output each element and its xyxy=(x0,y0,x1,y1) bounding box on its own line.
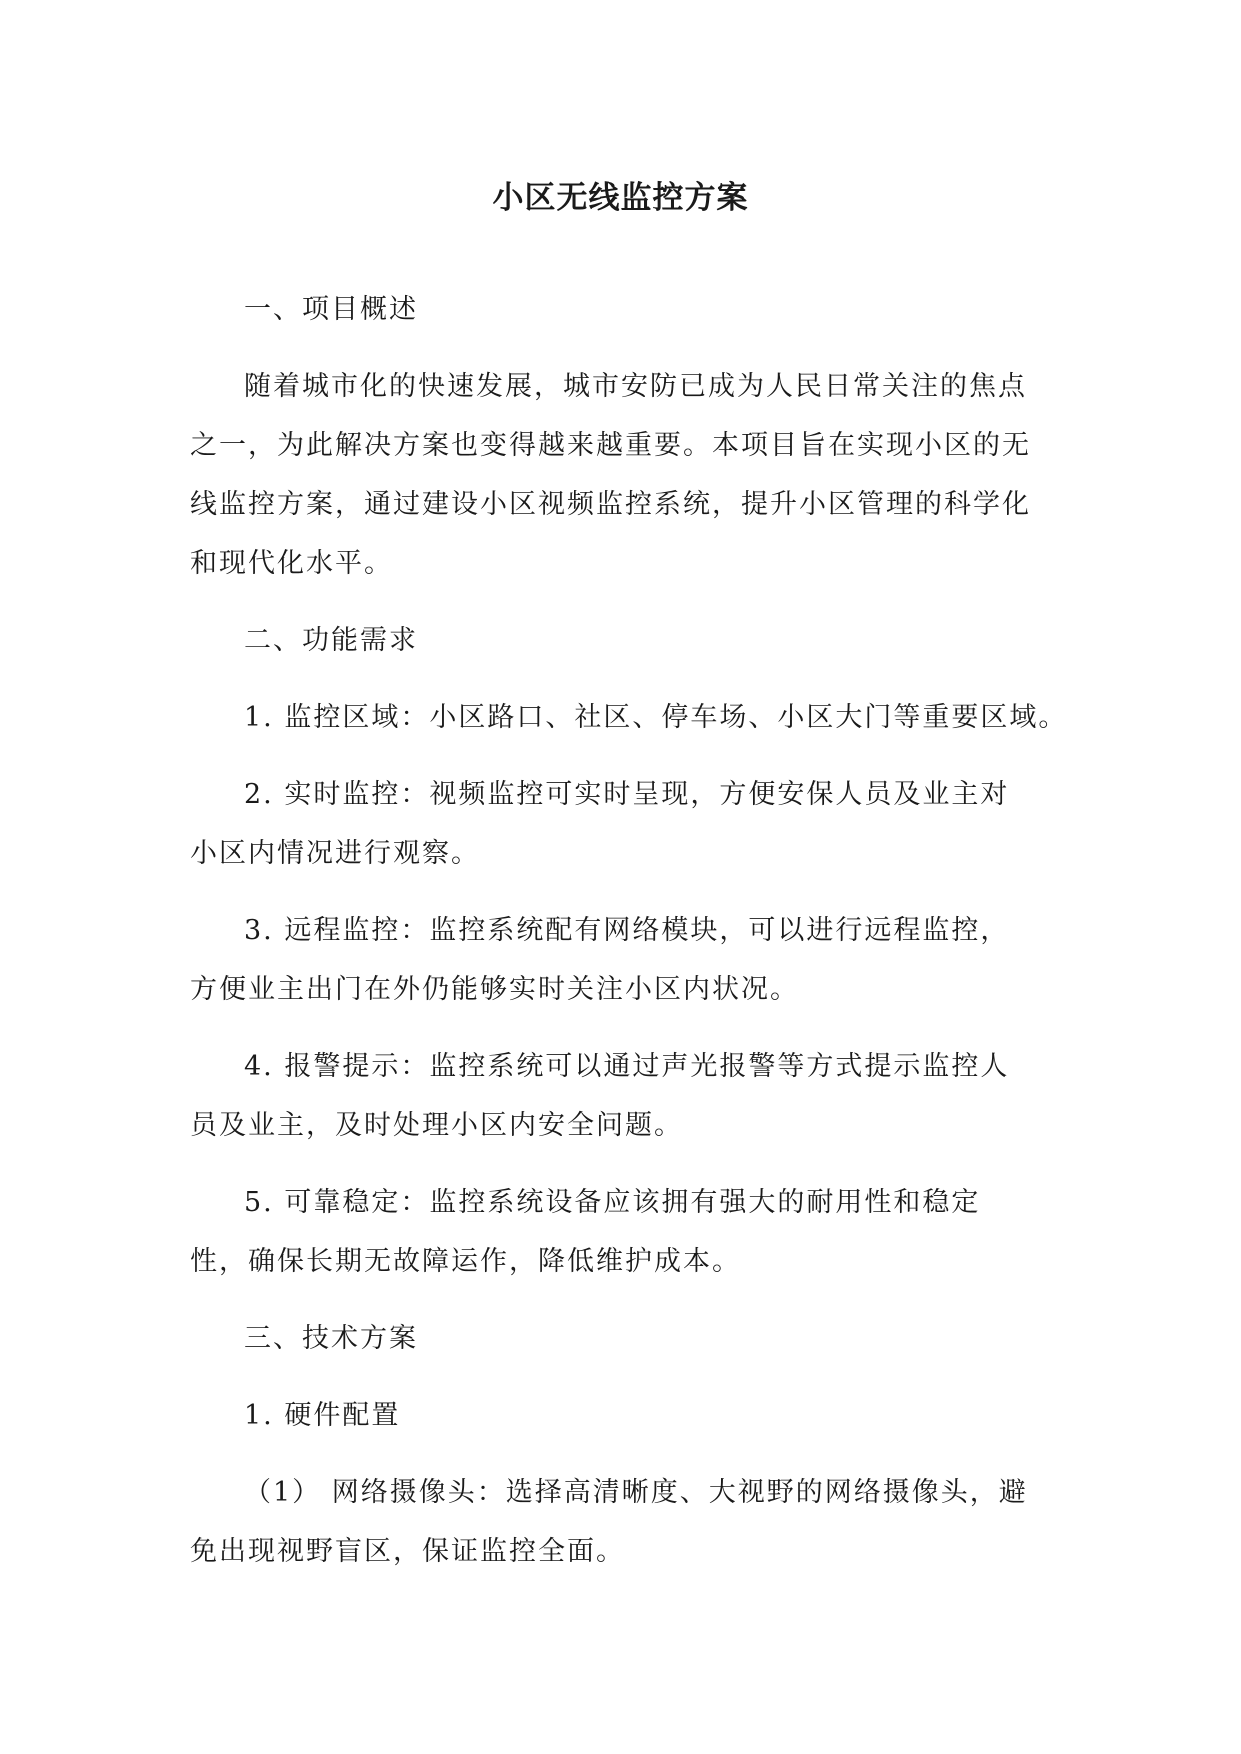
hardware-item-1: （1） 网络摄像头：选择高清晰度、大视野的网络摄像头，避免出现视野盲区，保证监控全面。 xyxy=(190,1477,1028,1567)
requirement-item-5: 5. 可靠稳定：监控系统设备应该拥有强大的耐用性和稳定性，确保长期无故障运作，降低维护成本。 xyxy=(190,1187,981,1277)
subheading-hardware: 1. 硬件配置 xyxy=(244,1400,401,1431)
section-heading-technical: 三、技术方案 xyxy=(244,1323,418,1354)
requirement-item-2: 2. 实时监控：视频监控可实时呈现，方便安保人员及业主对小区内情况进行观察。 xyxy=(190,779,1010,869)
requirement-item-3: 3. 远程监控：监控系统配有网络模块，可以进行远程监控，方便业主出门在外仍能够实时关注小区内状况。 xyxy=(190,915,1010,1005)
requirement-item-1: 1. 监控区域：小区路口、社区、停车场、小区大门等重要区域。 xyxy=(244,702,1068,733)
document-body xyxy=(190,280,1068,1599)
requirement-item-4: 4. 报警提示：监控系统可以通过声光报警等方式提示监控人员及业主，及时处理小区内安全问题。 xyxy=(190,1051,1010,1141)
paragraph-overview: 随着城市化的快速发展，城市安防已成为人民日常关注的焦点之一，为此解决方案也变得越来越重要。本项目旨在实现小区的无线监控方案，通过建设小区视频监控系统，提升小区管理的科学化和现代化水平。 xyxy=(190,371,1031,579)
document-title: 小区无线监控方案 xyxy=(492,180,749,216)
section-heading-overview: 一、项目概述 xyxy=(244,294,418,325)
section-heading-requirements: 二、功能需求 xyxy=(244,625,418,656)
